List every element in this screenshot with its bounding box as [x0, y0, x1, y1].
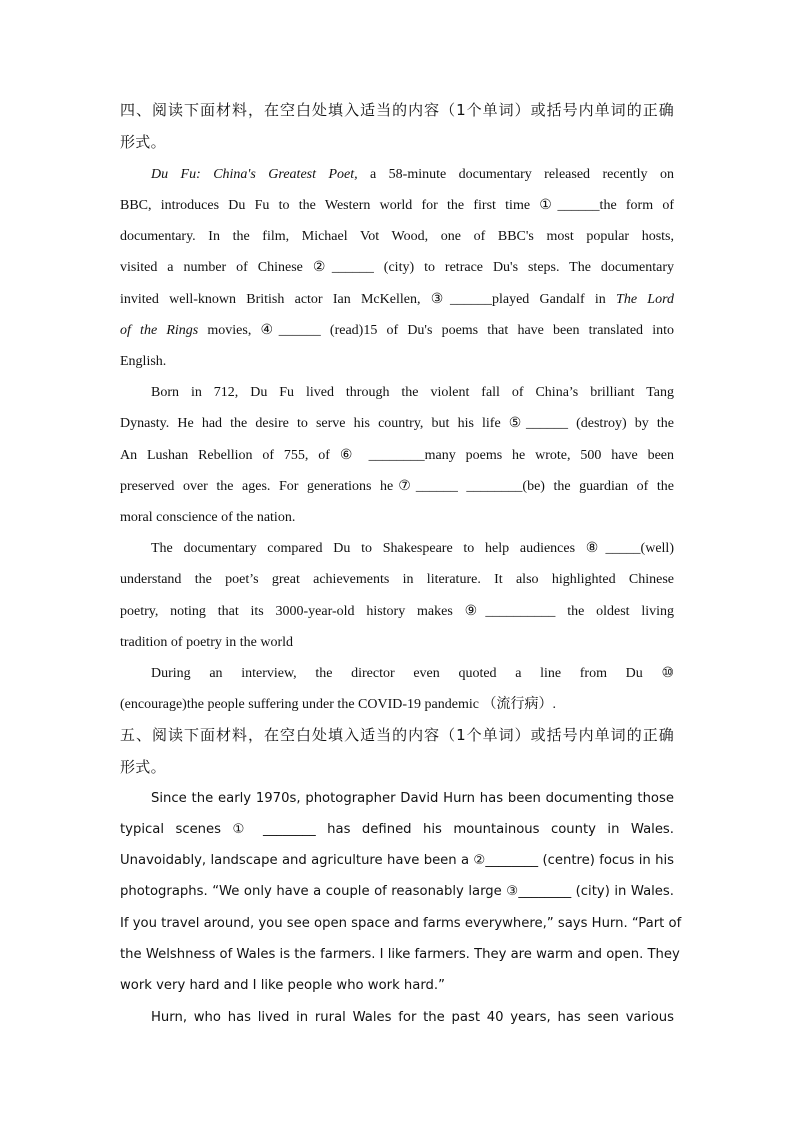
s5p1-line5: If you travel around, you see open space and farms everywhere,” says Hurn. “Part of: [120, 916, 682, 931]
s5p2-line1: Hurn, who has lived in rural Wales for the past 40 years, has seen various: [151, 1010, 674, 1025]
s4p2-line1: Born in 712, Du Fu lived through the violent fall of China’s brilliant Tang: [151, 385, 674, 400]
s4p4-line2: (encourage)the people suffering under the COVID-19 pandemic （流行病）.: [120, 697, 556, 712]
section4-heading-line1: 四、阅读下面材料，在空白处填入适当的内容（1个单词）或括号内单词的正确: [120, 101, 674, 119]
s5p1-line4: photographs. “We only have a couple of reasonably large ③________ (city) in Wales.: [120, 884, 674, 899]
s4p3-line3: poetry, noting that its 3000-year-old history makes ⑨__________ the oldest living: [120, 604, 674, 619]
s4p3-line2: understand the poet’s great achievements in literature. It also highlighted Chinese: [120, 572, 674, 587]
section5-heading-line1: 五、阅读下面材料，在空白处填入适当的内容（1个单词）或括号内单词的正确: [120, 726, 674, 744]
s4p4-line1: During an interview, the director even quoted a line from Du ⑩: [151, 666, 674, 681]
s4p3-line1: The documentary compared Du to Shakespeare to help audiences ⑧_____(well): [151, 541, 674, 556]
s4p2-line3: An Lushan Rebellion of 755, of ⑥ ________many poems he wrote, 500 have been: [120, 448, 674, 463]
section5-heading-line2: 形式。: [120, 758, 166, 776]
s5p1-line2: typical scenes ① ________ has defined his mountainous county in Wales.: [120, 822, 674, 837]
section4-heading-line2: 形式。: [120, 133, 166, 151]
s5p1-line1: Since the early 1970s, photographer David Hurn has been documenting those: [151, 791, 674, 806]
s4p1-line5: invited well-known British actor Ian McKellen, ③______played Gandalf in The Lord: [120, 292, 674, 307]
s4p2-line4: preserved over the ages. For generations he⑦______ ________(be) the guardian of the: [120, 479, 674, 494]
s4p3-line4: tradition of poetry in the world: [120, 635, 294, 650]
documentary-title: Du Fu: China's Greatest Poet,: [151, 167, 358, 182]
s4p1-line7: English.: [120, 354, 167, 369]
s5p1-line6: the Welshness of Wales is the farmers. I like farmers. They are warm and open. They: [120, 947, 680, 962]
s4p2-line2: Dynasty. He had the desire to serve his country, but his life ⑤______ (destroy) by the: [120, 416, 674, 431]
s4p1-line2: BBC, introduces Du Fu to the Western world for the first time ①______the form of: [120, 198, 674, 213]
s5p1-line7: work very hard and I like people who work hard.”: [120, 978, 445, 993]
s4p1-line1: Du Fu: China's Greatest Poet, a 58-minute documentary released recently on: [151, 167, 674, 182]
s4p1-line4: visited a number of Chinese ②______ (city) to retrace Du's steps. The documentary: [120, 260, 674, 275]
s4p1-line3: documentary. In the film, Michael Vot Wood, one of BBC's most popular hosts,: [120, 229, 674, 244]
s4p1-line6: of the Rings movies, ④______ (read)15 of Du's poems that have been translated into: [120, 323, 675, 338]
s4p2-line5: moral conscience of the nation.: [120, 510, 296, 525]
s5p1-line3: Unavoidably, landscape and agriculture have been a ②________ (centre) focus in his: [120, 853, 674, 868]
